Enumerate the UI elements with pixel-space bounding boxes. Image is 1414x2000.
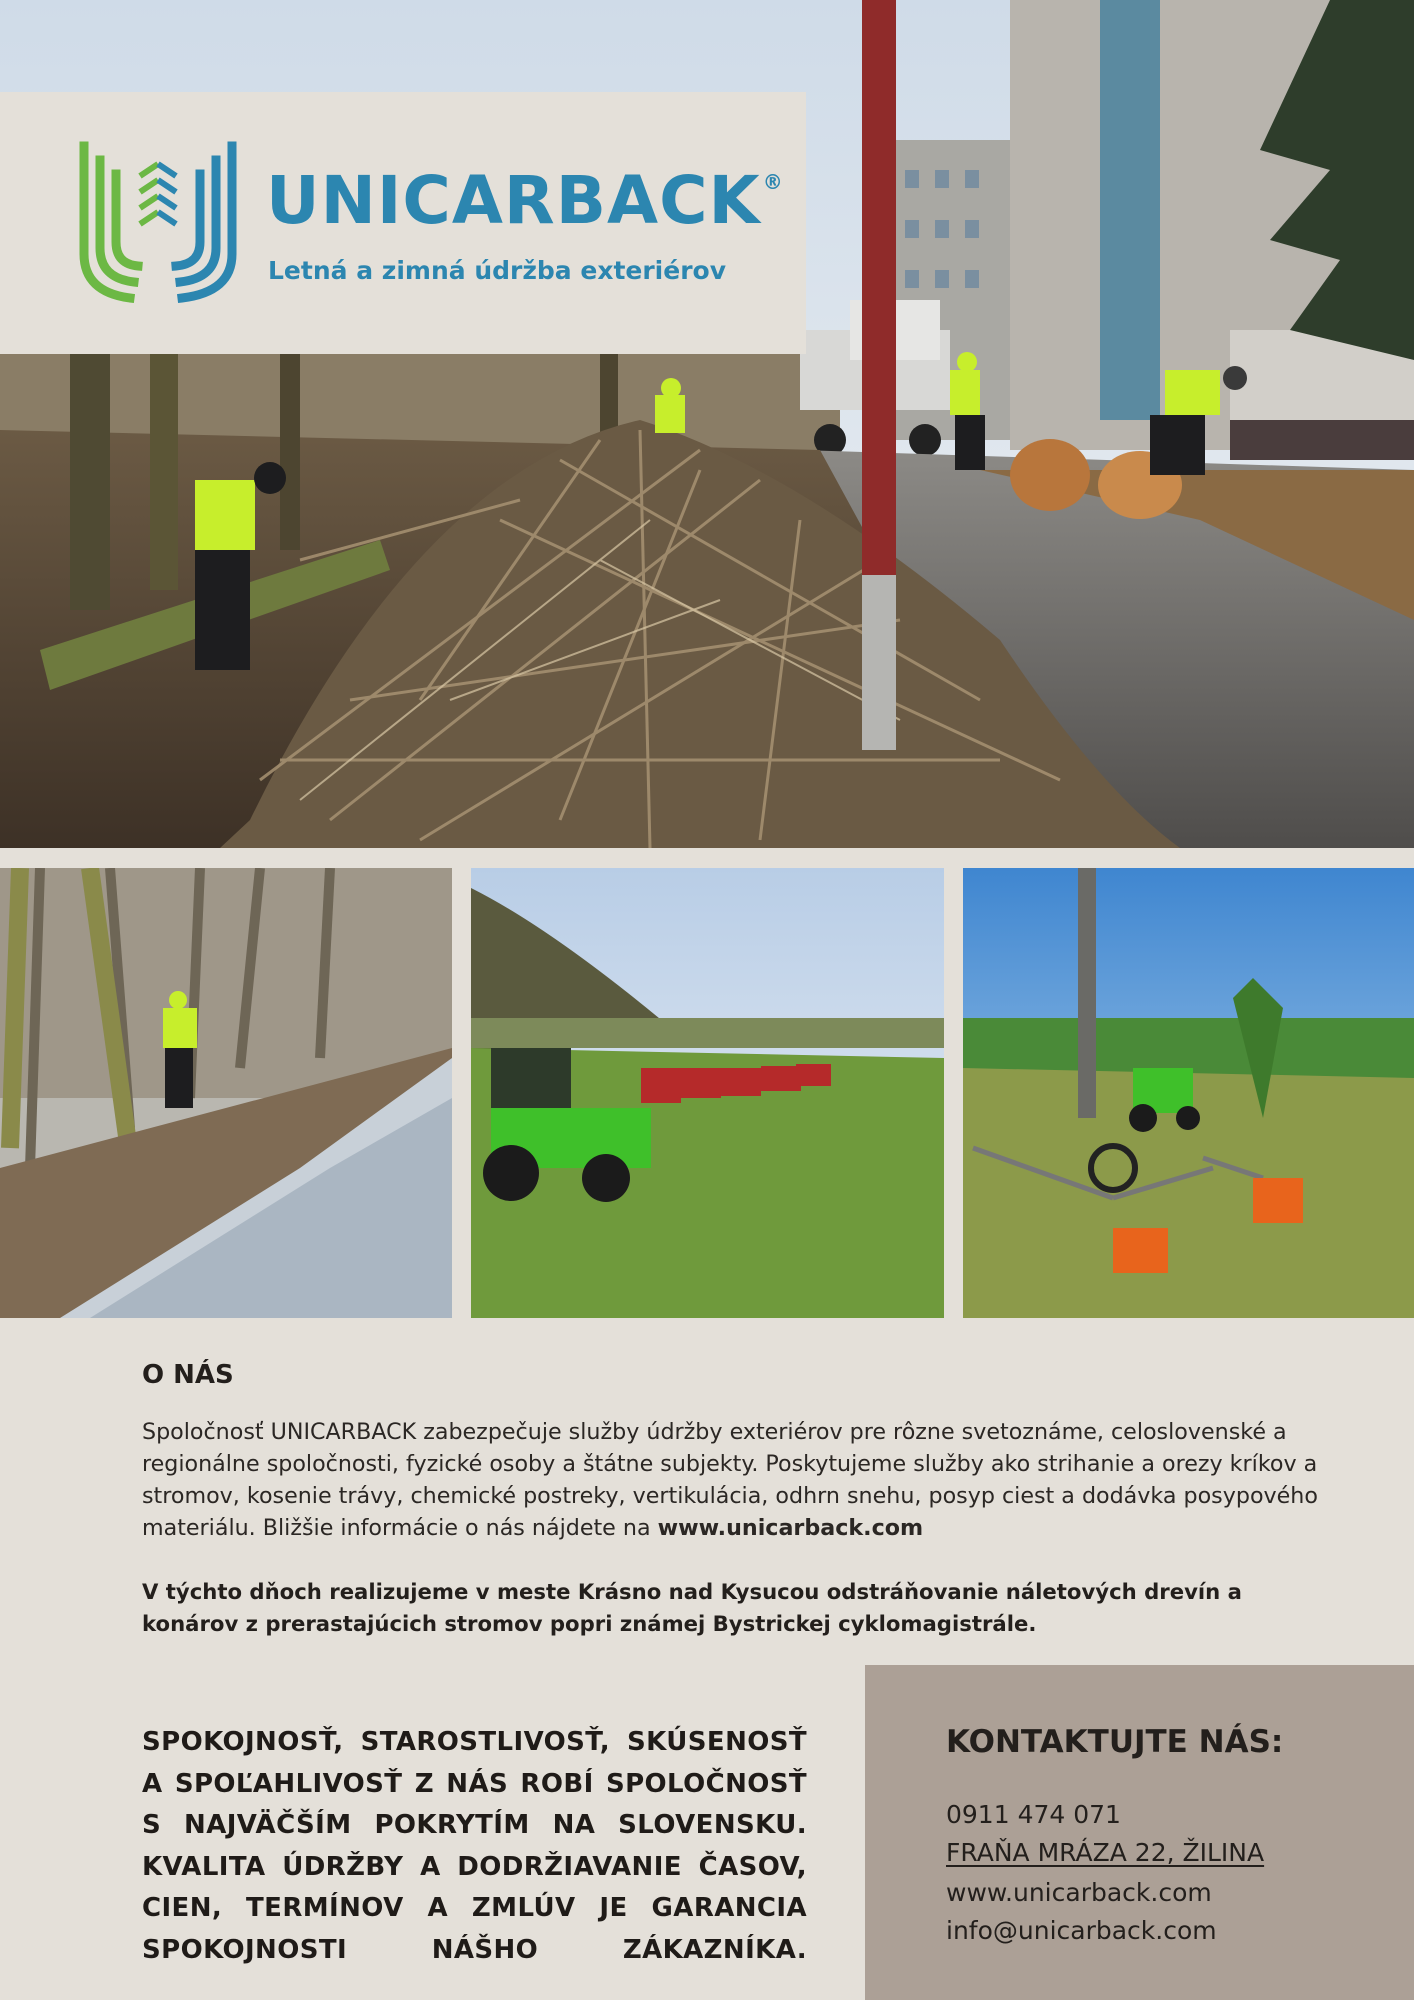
about-heading: O NÁS xyxy=(142,1360,234,1390)
about-paragraph xyxy=(142,1416,1322,1544)
brushcutters-photo xyxy=(963,868,1414,1318)
brand-name: UNICARBACK ® xyxy=(266,162,784,239)
stream-clearing-photo xyxy=(0,868,452,1318)
contact-address[interactable]: FRAŇA MRÁZA 22, ŽILINA xyxy=(946,1838,1265,1867)
contact-heading: KONTAKTUJTE NÁS: xyxy=(946,1724,1284,1760)
company-slogan: SPOKOJNOSŤ, STAROSTLIVOSŤ, SKÚSENOSŤ A SPOĽAHLIVOSŤ Z NÁS ROBÍ SPOLOČNOSŤ S NAJVÄČŠÍM POKRYTÍM NA SLOVENSKU. KVALITA ÚDRŽBY A DODRŽIAVANIE ČASOV, CIEN, TERMÍNOV A ZMLÚV JE GARANCIA SPOKOJNOSTI NÁŠHO ZÁKAZNÍKA. xyxy=(142,1727,807,1965)
contact-phone[interactable]: 0911 474 071 xyxy=(946,1800,1121,1829)
unicarback-logo-icon xyxy=(74,136,242,304)
current-project-note: V týchto dňoch realizujeme v meste Krásno nad Kysucou odstráňovanie náletových drevín a konárov z prerastajúcich stromov popri známej Bystrickej cyklomagistrále. xyxy=(142,1579,1242,1636)
about-website-link[interactable]: www.unicarback.com xyxy=(657,1515,924,1541)
brand-tagline: Letná a zimná údržba exteriérov xyxy=(268,256,727,285)
tractor-fleet-photo xyxy=(471,868,944,1318)
registered-mark: ® xyxy=(762,170,784,194)
contact-website[interactable]: www.unicarback.com xyxy=(946,1878,1212,1907)
contact-email[interactable]: info@unicarback.com xyxy=(946,1916,1217,1945)
about-body: Spoločnosť UNICARBACK zabezpečuje služby údržby exteriérov pre rôzne svetoznáme, celoslovenské a regionálne spoločnosti, fyzické osoby a štátne subjekty. Poskytujeme služby ako strihanie a orezy kríkov a stromov, kosenie trávy, chemické postreky, vertikulácia, odhrn snehu, posyp ciest a dodávka posypového materiálu. Bližšie informácie o nás nájdete na xyxy=(142,1419,1318,1541)
logo-banner xyxy=(0,92,806,354)
contact-panel xyxy=(865,1665,1414,2000)
